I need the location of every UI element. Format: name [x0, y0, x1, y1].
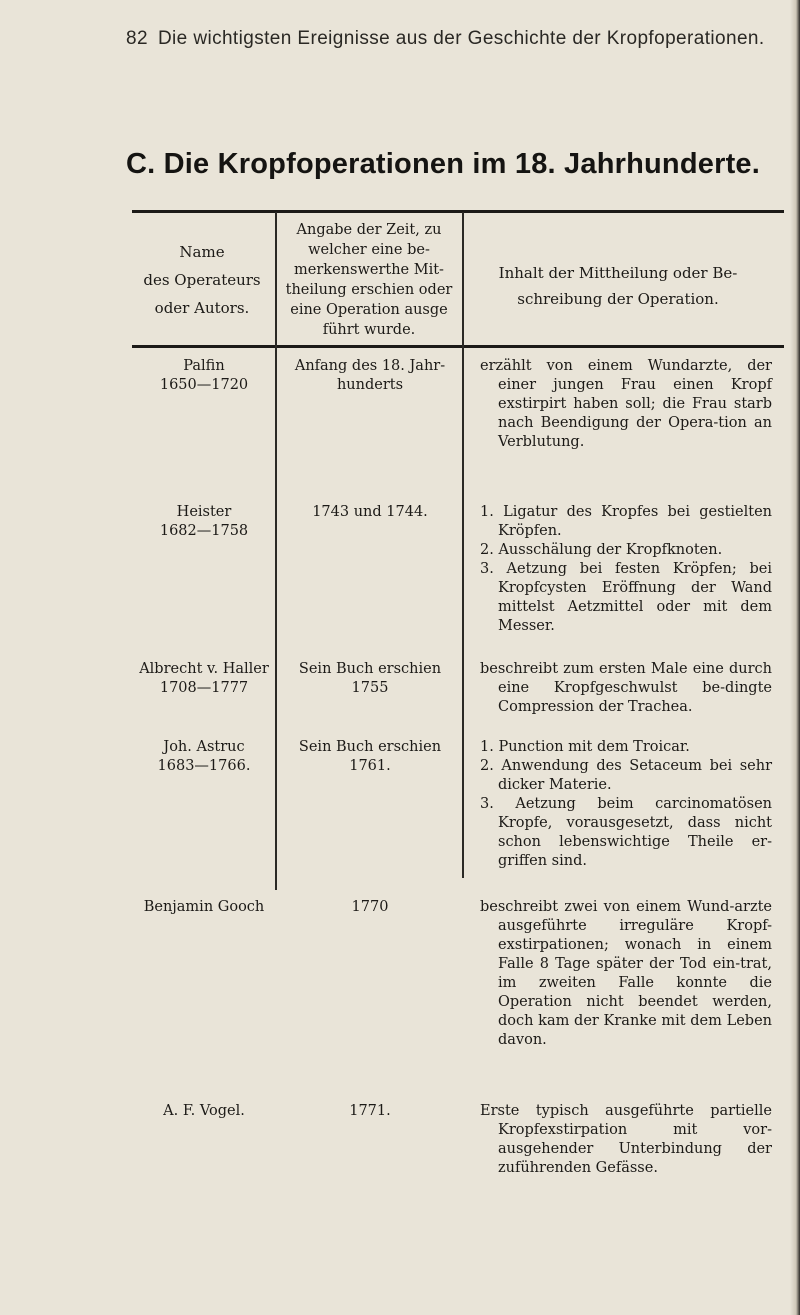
header-content-line: schreibung der Operation.	[517, 290, 719, 308]
time-text: hunderts	[336, 377, 404, 393]
row-vogel-name	[136, 1102, 272, 1121]
desc-paragraph: Erste typisch ausgeführte partielle Kropfexstirpation mit vor-ausgehender Unterbindung der zuführenden Gefässe.	[480, 1103, 772, 1176]
row-vogel-time	[278, 1102, 462, 1121]
header-content	[468, 260, 768, 312]
years-text: 1683—1766.	[157, 758, 251, 774]
time-text: 1761.	[349, 758, 391, 774]
header-time-line: führt wurde.	[322, 322, 416, 338]
desc-paragraph: beschreibt zum ersten Male eine durch eine Kropfgeschwulst be-dingte Compression der Trachea.	[480, 661, 772, 715]
column-divider-2	[462, 212, 464, 878]
header-time-line: Angabe der Zeit, zu	[296, 222, 442, 238]
name-text: Heister	[176, 504, 232, 520]
row-heister-time	[278, 503, 462, 522]
header-content-line: Inhalt der Mittheilung oder Be-	[498, 264, 738, 282]
name-text: Albrecht v. Haller	[139, 661, 269, 677]
name-text: Joh. Astruc	[163, 739, 245, 755]
header-name	[132, 238, 272, 322]
time-text: 1770	[351, 899, 389, 915]
page-edge-shadow	[790, 0, 800, 1315]
time-text: 1743 und 1744.	[312, 504, 428, 520]
time-text: Sein Buch erschien	[298, 661, 442, 677]
header-time-line: eine Operation ausge	[290, 302, 448, 318]
row-haller-name	[136, 660, 272, 698]
header-time	[278, 220, 460, 340]
name-text: Palfin	[183, 358, 225, 374]
name-text: A. F. Vogel.	[163, 1103, 245, 1119]
column-divider-1	[275, 212, 277, 890]
desc-item: 2. Ausschälung der Kropfknoten.	[480, 542, 723, 558]
row-astruc-desc	[480, 738, 772, 871]
row-astruc-name	[136, 738, 272, 776]
header-name-line: des Operateurs	[143, 271, 261, 289]
running-head-text: Die wichtigsten Ereignisse aus der Geschichte der Kropfoperationen.	[157, 28, 765, 49]
time-text: Anfang des 18. Jahr-	[294, 358, 446, 374]
row-heister-name	[136, 503, 272, 541]
name-text: Benjamin Gooch	[143, 899, 265, 915]
section-title: C. Die Kropfoperationen im 18. Jahrhunderte.	[126, 148, 761, 180]
header-name-line: oder Autors.	[154, 299, 250, 317]
desc-item: 3. Aetzung bei festen Kröpfen; bei Kropfcysten Eröffnung der Wand mittelst Aetzmittel oder mit dem Messer.	[480, 561, 772, 634]
row-haller-time	[278, 660, 462, 698]
desc-item: 2. Anwendung des Setaceum bei sehr dicker Materie.	[480, 758, 772, 793]
header-time-line: theilung erschien oder	[285, 282, 453, 298]
years-text: 1682—1758	[159, 523, 249, 539]
header-name-line: Name	[179, 243, 225, 261]
years-text: 1650—1720	[159, 377, 249, 393]
desc-paragraph: beschreibt zwei von einem Wund-arzte ausgeführte irreguläre Kropf-exstirpationen; wonach in einem Falle 8 Tage später der Tod ein-trat, im zweiten Falle konnte die Operation nicht beendet werden, doch kam der Kranke mit dem Leben davon.	[480, 899, 772, 1048]
row-palfin-name	[136, 357, 272, 395]
row-palfin-time	[278, 357, 462, 395]
row-heister-desc	[480, 503, 772, 636]
time-text: Sein Buch erschien	[298, 739, 442, 755]
row-astruc-time	[278, 738, 462, 776]
header-time-line: welcher eine be-	[308, 242, 430, 258]
desc-item: 1. Punction mit dem Troicar.	[480, 739, 690, 755]
row-gooch-name	[136, 898, 272, 917]
desc-item: 1. Ligatur des Kropfes bei gestielten Kröpfen.	[480, 504, 772, 539]
row-gooch-desc	[480, 898, 772, 1050]
page-number: 82	[126, 28, 148, 49]
header-time-line: merkenswerthe Mit-	[294, 262, 444, 278]
time-text: 1755	[351, 680, 389, 696]
time-text: 1771.	[349, 1103, 391, 1119]
row-palfin-desc	[480, 357, 772, 452]
table-top-rule	[132, 210, 784, 213]
table-header-rule	[132, 345, 784, 348]
row-gooch-time	[278, 898, 462, 917]
row-haller-desc	[480, 660, 772, 717]
desc-item: 3. Aetzung beim carcinomatösen Kropfe, vorausgesetzt, dass nicht schon lebenswichtige Theile er-griffen sind.	[480, 796, 772, 869]
row-vogel-desc	[480, 1102, 772, 1178]
years-text: 1708—1777	[159, 680, 249, 696]
desc-paragraph: erzählt von einem Wundarzte, der einer jungen Frau einen Kropf exstirpirt haben soll; die Frau starb nach Beendigung der Opera-tion an Verblutung.	[480, 358, 772, 450]
running-head	[126, 28, 766, 50]
